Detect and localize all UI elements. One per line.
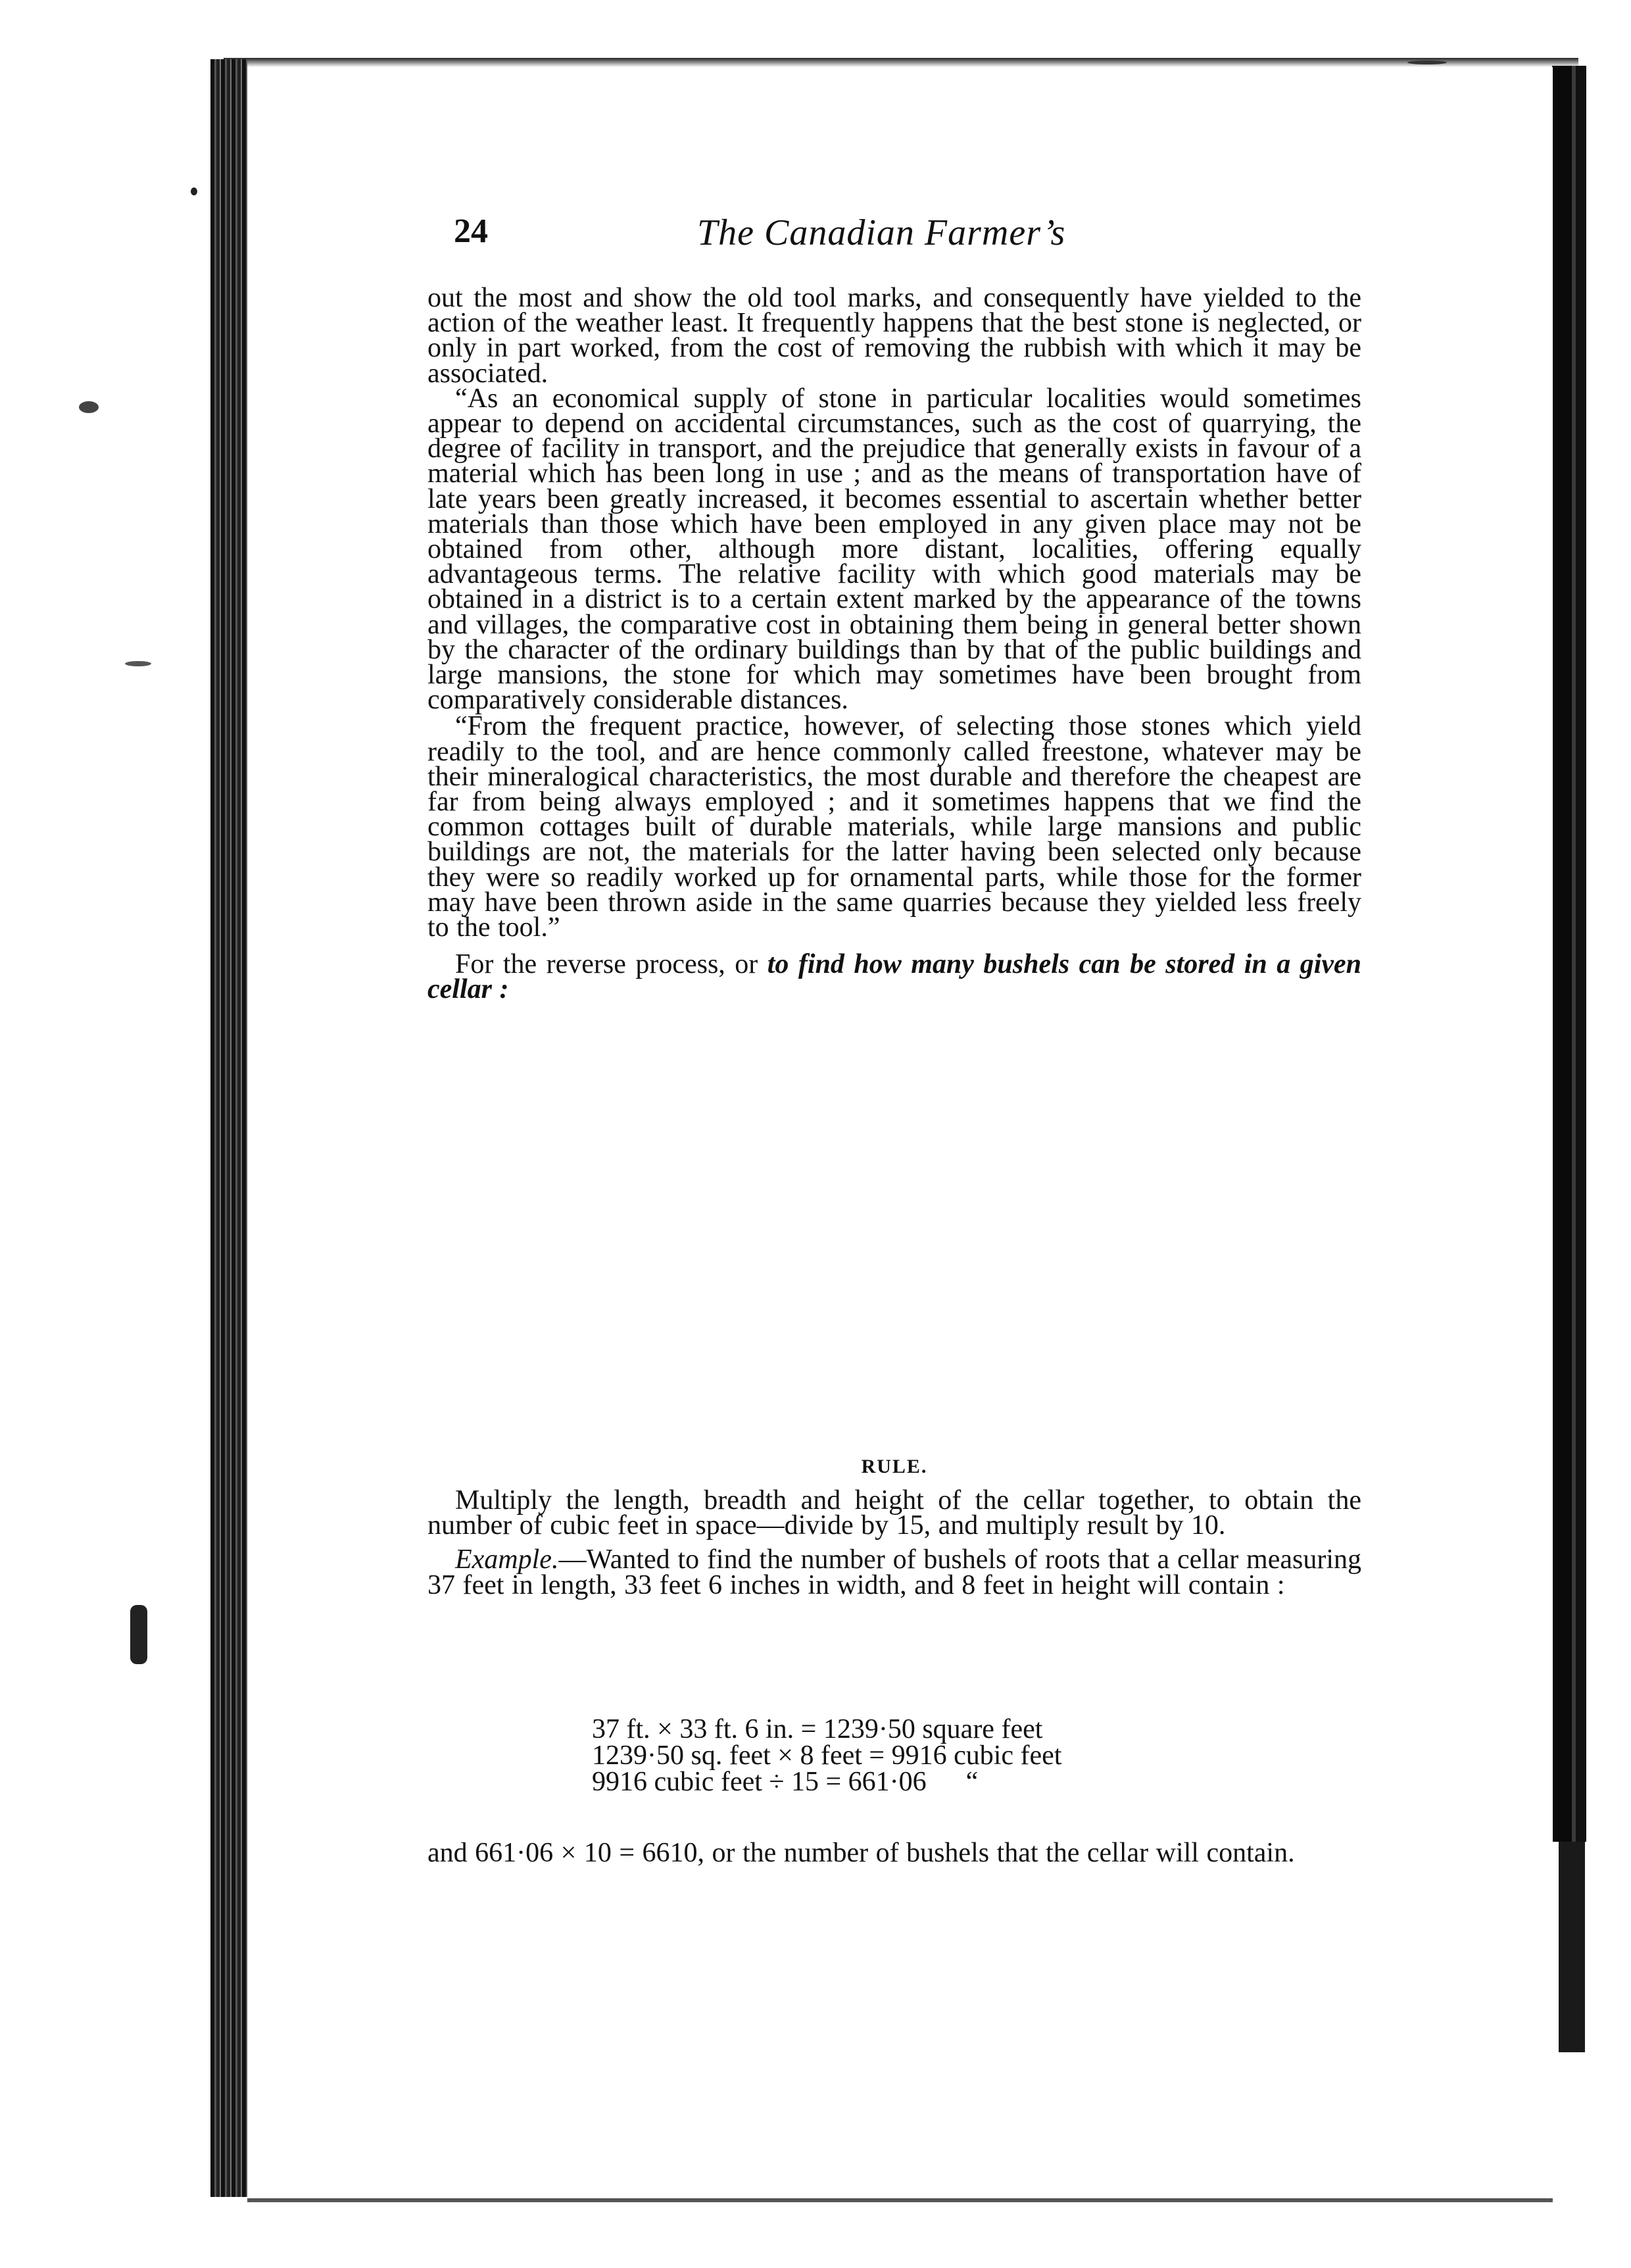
- example-label: Example.: [455, 1544, 559, 1575]
- calc-line-3-text: 9916 cubic feet ÷ 15 = 661·06: [592, 1767, 927, 1797]
- calc-line-3: [592, 1769, 1061, 1795]
- calc-line-2: 1239·50 sq. feet × 8 feet = 9916 cubic feet: [592, 1740, 1062, 1771]
- scan-speck: [130, 1605, 147, 1664]
- scan-speck: [1407, 61, 1447, 64]
- body-text-upper: [427, 283, 1362, 1005]
- paragraph-continued: out the most and show the old tool marks, and consequently have yielded to the action of the weather least. It frequently happens that the best stone is neglected, or only in part worked, from the cost of removing the rubbish with which it may be associated.: [427, 283, 1361, 389]
- ditto-mark: “: [965, 1767, 979, 1797]
- conclusion-paragraph: and 661·06 × 10 = 6610, or the number of bushels that the cellar will contain.: [427, 1838, 1295, 1868]
- paragraph-quote-2: “From the frequent practice, however, of selecting those stones which yield readily to the tool, and are hence commonly called freestone, whatever may be their mineralogical characteristics, the most durable and therefore the cheapest are far from being always employed ; and it sometimes happens that we find the common cottages built of durable materials, while large mansions and public buildings are not, the materials for the latter having been selected only because they were so readily worked up for ornamental parts, while those for the former may have been thrown aside in the same quarries because they yielded less freely to the tool.”: [427, 711, 1361, 943]
- scan-speck: [79, 401, 99, 413]
- page-number: 24: [454, 212, 488, 250]
- paragraph-reverse-process: [427, 949, 1362, 1005]
- book-spine-edge: [210, 59, 247, 2197]
- body-text-lower: [427, 1485, 1361, 1600]
- scan-speck: [191, 187, 197, 195]
- calc-line-1: 37 ft. × 33 ft. 6 in. = 1239·50 square feet: [592, 1714, 1043, 1744]
- page-top-shadow: [224, 58, 1578, 67]
- rule-paragraph: Multiply the length, breadth and height of the cellar together, to obtain the number of cubic feet in space—divide by 15, and multiply result by 10.: [427, 1485, 1361, 1541]
- body-text-conclusion: [427, 1838, 1361, 1868]
- facing-page-edge: [1552, 66, 1586, 1842]
- example-paragraph: [427, 1544, 1361, 1600]
- facing-page-edge-lower: [1559, 1842, 1585, 2052]
- rule-heading: RULE.: [861, 1456, 928, 1477]
- paragraph-quote-1: “As an economical supply of stone in particular localities would sometimes appear to depend on accidental circumstances, such as the cost of quarrying, the degree of facility in transport, and the prejudice that generally exists in favour of a material which has been long in use ; and as the means of transportation have of late years been greatly increased, it becomes essential to ascertain whether better materials than those which have been employed in any given place may not be obtained from other, although more distant, localities, offering equally advantageous terms. The relative facility with which good materials may be obtained in a district is to a certain extent marked by the appearance of the towns and villages, the comparative cost in obtaining them being in general better shown by the character of the ordinary buildings than by that of the public buildings and large mansions, the stone for which may sometimes have been brought from comparatively considerable distances.: [427, 383, 1361, 716]
- scan-speck: [125, 661, 151, 666]
- reverse-process-lead: For the reverse process, or: [455, 949, 767, 980]
- calculation-block: [592, 1716, 1061, 1795]
- example-text: —Wanted to find the number of bushels of roots that a cellar measuring 37 feet in length, 33 feet 6 inches in width, and 8 feet in height will contain :: [427, 1544, 1361, 1600]
- reverse-process-emphasis: to find how many bushels can be stored in a given cellar :: [427, 949, 1362, 1005]
- running-title: The Canadian Farmer’s: [697, 212, 1066, 253]
